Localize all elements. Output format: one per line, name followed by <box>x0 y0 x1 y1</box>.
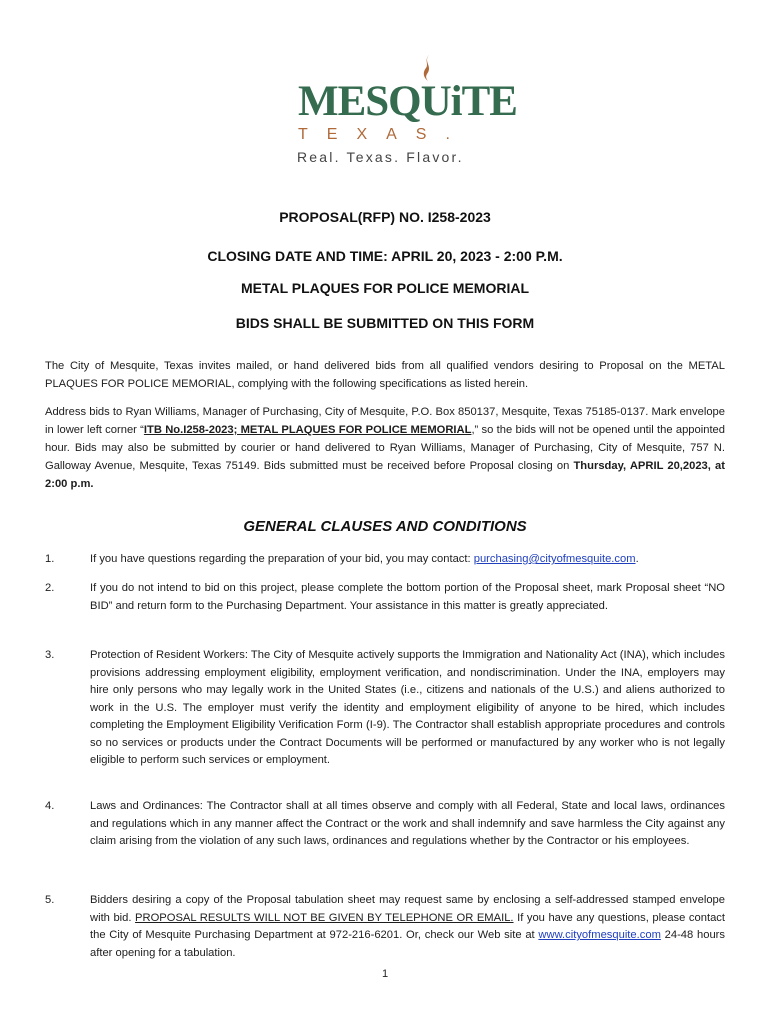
clause-number: 1. <box>45 553 55 565</box>
website-link[interactable]: www.cityofmesquite.com <box>538 929 661 941</box>
results-notice: PROPOSAL RESULTS WILL NOT BE GIVEN BY TELEPHONE OR EMAIL. <box>135 911 514 924</box>
section-title: GENERAL CLAUSES AND CONDITIONS <box>243 518 527 535</box>
itb-reference: ITB No.I258-2023; METAL PLAQUES FOR POLICE MEMORIAL <box>143 424 472 436</box>
address-text-a: Address bids to Ryan Williams, Manager of Purchasing, City of Mesquite, P.O. Box 850137, Mesquite, Texas 75185-0137. Mark envelope in lower left corner “ <box>45 406 725 436</box>
clause-text: If you have questions regarding the preparation of your bid, you may contact: purchasing@cityofmesquite.com. <box>90 553 639 565</box>
mesquite-logo <box>290 50 517 175</box>
purchasing-email-link[interactable]: purchasing@cityofmesquite.com <box>473 553 636 565</box>
clause-number: 2. <box>45 582 55 594</box>
proposal-number: PROPOSAL(RFP) NO. I258-2023 <box>279 209 491 225</box>
clause-number: 4. <box>45 800 55 812</box>
clause-text: Laws and Ordinances: The Contractor shall at all times observe and comply with all Federal, State and local laws, ordinances and regulations which in any manner affect the Contract or the work and shall indemnify and save harmless the City against any claim arising from the violation of any such laws, ordinances and regulations whether by the Contractor or his employees. <box>90 800 725 847</box>
page-number: 1 <box>381 968 389 980</box>
clause-text: Bidders desiring a copy of the Proposal tabulation sheet may request same by enclosing a self-addressed stamped envelope with bid. PROPOSAL RESULTS WILL NOT BE GIVEN BY TELEPHONE OR EMAIL. If you have any questions, please contact the City of Mesquite Purchasing Department at 972-216-6201. Or, check our Web site at www.cityofmesquite.com 24-48 hours after opening for a tabulation. <box>90 894 725 959</box>
address-text-b: ,” so the bids will not be opened until the appointed hour. Bids may also be submitted by courier or hand delivered to Ryan Williams, Manager of Purchasing, City of Mesquite, 757 N. Galloway Avenue, Mesquite, Texas 75149. Bids submitted must be received before Proposal closing on <box>45 424 725 472</box>
clause-text: Protection of Resident Workers: The City of Mesquite actively supports the Immigration and Nationality Act (INA), which includes provisions addressing employment eligibility, employment verification, and nondiscrimination. Under the INA, employers may hire only persons who may legally work in the United States (i.e., citizens and nationals of the U.S.) and aliens authorized to work in the U.S. The employer must verify the identity and employment eligibility of anyone to be hired, which includes completing the Employment Eligibility Verification Form (I-9). The Contractor shall establish appropriate procedures and controls so no services or products under the Contract Documents will be performed or manufactured by any worker who is not legally eligible to perform such services or employment. <box>90 649 725 766</box>
submission-note: BIDS SHALL BE SUBMITTED ON THIS FORM <box>235 315 535 331</box>
project-title: METAL PLAQUES FOR POLICE MEMORIAL <box>240 280 530 296</box>
address-paragraph <box>45 403 725 493</box>
clause-number: 3. <box>45 649 55 661</box>
logo-state: TEXAS. <box>298 126 469 143</box>
closing-datetime: Thursday, APRIL 20,2023, at 2:00 p.m. <box>45 460 725 490</box>
closing-date: CLOSING DATE AND TIME: APRIL 20, 2023 - 2:00 P.M. <box>207 248 563 264</box>
clause-number: 5. <box>45 894 55 906</box>
logo-tagline: Real. Texas. Flavor. <box>297 149 464 165</box>
logo-wordmark: MESQUiTE <box>298 78 517 125</box>
intro-paragraph: The City of Mesquite, Texas invites mailed, or hand delivered bids from all qualified vendors desiring to Proposal on the METAL PLAQUES FOR POLICE MEMORIAL, complying with the following specifications as listed herein. <box>45 360 725 390</box>
clause-text: If you do not intend to bid on this project, please complete the bottom portion of the Proposal sheet, mark Proposal sheet “NO BID” and return form to the Purchasing Department. Your assistance in this matter is greatly appreciated. <box>90 582 725 612</box>
